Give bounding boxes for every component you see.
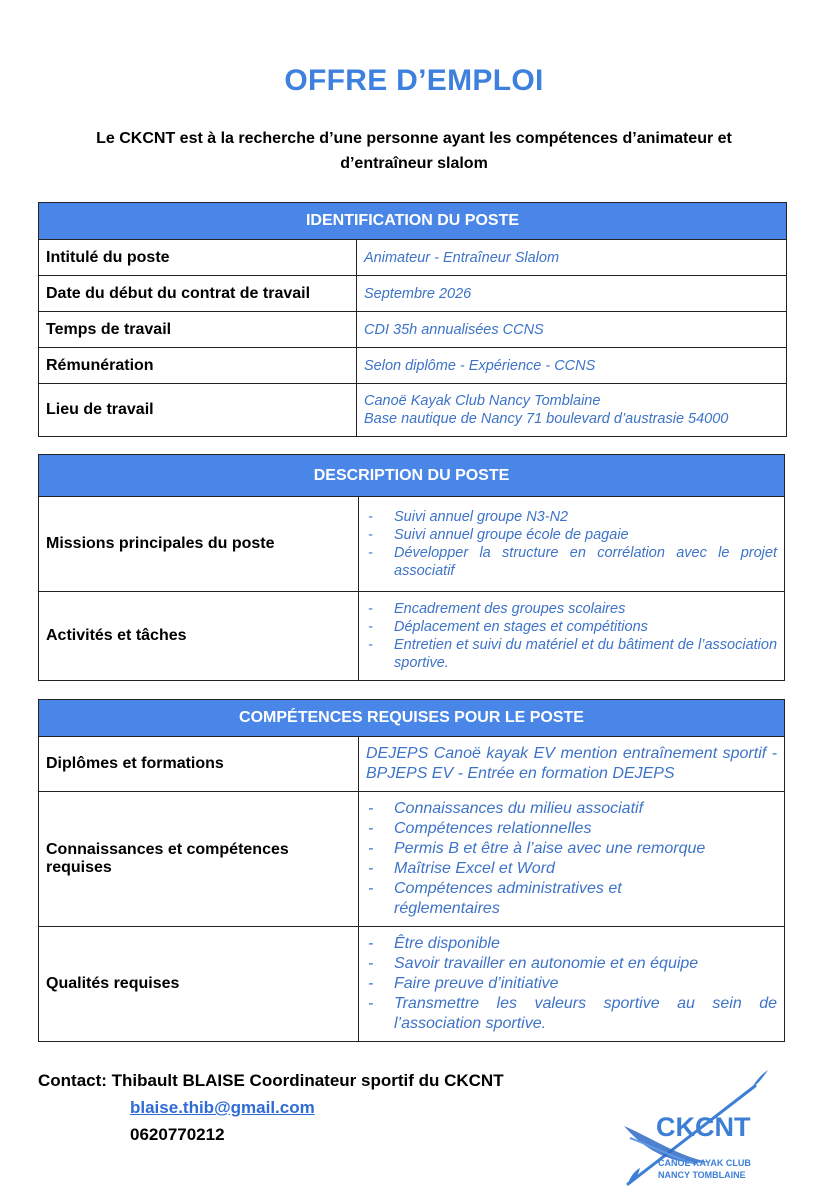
list-item: - Être disponible <box>394 934 777 954</box>
list-item: - Suivi annuel groupe école de pagaie <box>394 526 777 544</box>
missions-list <box>366 508 777 580</box>
intro-text <box>40 126 788 176</box>
row-label: Lieu de travail <box>39 384 357 437</box>
row-value: Selon diplôme - Expérience - CCNS <box>357 348 787 384</box>
description-heading: DESCRIPTION DU POSTE <box>39 455 785 497</box>
row-label: Rémunération <box>39 348 357 384</box>
list-item: - Entretien et suivi du matériel et du bâtiment de l’association sportive. <box>394 636 777 672</box>
list-item: - Permis B et être à l’aise avec une remorque <box>394 839 687 859</box>
list-item: - Connaissances du milieu associatif <box>394 799 687 819</box>
missions-label: Missions principales du poste <box>39 497 359 592</box>
activites-list <box>366 600 777 672</box>
contact-line: Contact: Thibault BLAISE Coordinateur sportif du CKCNT <box>38 1071 504 1090</box>
table-row <box>39 927 785 1042</box>
row-label: Intitulé du poste <box>39 240 357 276</box>
table-row <box>39 276 787 312</box>
row-value: CDI 35h annualisées CCNS <box>357 312 787 348</box>
table-row <box>39 737 785 792</box>
row-value: Septembre 2026 <box>357 276 787 312</box>
row-label: Date du début du contrat de travail <box>39 276 357 312</box>
competences-heading: COMPÉTENCES REQUISES POUR LE POSTE <box>39 700 785 737</box>
intro-line-1: Le CKCNT est à la recherche d’une personne ayant les compétences d’animateur et <box>96 130 732 147</box>
ckcnt-logo <box>618 1066 784 1190</box>
description-table <box>38 454 785 681</box>
competences-table <box>38 699 785 1042</box>
table-row <box>39 240 787 276</box>
list-item: - Compétences relationnelles <box>394 819 687 839</box>
qualites-list <box>366 934 777 1034</box>
identification-heading: IDENTIFICATION DU POSTE <box>39 203 787 240</box>
list-item: - Savoir travailler en autonomie et en équipe <box>394 954 777 974</box>
diplomes-value: DEJEPS Canoë kayak EV mention entraînement sportif - BPJEPS EV - Entrée en formation DEJEPS <box>359 737 785 792</box>
activites-label: Activités et tâches <box>39 592 359 681</box>
table-row <box>39 792 785 927</box>
list-item: - Maîtrise Excel et Word <box>394 859 687 879</box>
logo-sub-1: CANOË KAYAK CLUB <box>658 1158 751 1168</box>
connaissances-label: Connaissances et compétences requises <box>39 792 359 927</box>
diplomes-label: Diplômes et formations <box>39 737 359 792</box>
row-value: Animateur - Entraîneur Slalom <box>357 240 787 276</box>
table-row <box>39 348 787 384</box>
phone-number: 0620770212 <box>130 1125 225 1144</box>
email-link[interactable]: blaise.thib@gmail.com <box>130 1098 315 1117</box>
page-title: OFFRE D’EMPLOI <box>284 64 544 97</box>
list-item: - Compétences administratives et réglementaires <box>394 879 687 919</box>
logo-sub-2: NANCY TOMBLAINE <box>658 1170 746 1180</box>
list-item: - Transmettre les valeurs sportive au sein de l’association sportive. <box>394 994 777 1034</box>
table-row <box>39 312 787 348</box>
list-item: - Encadrement des groupes scolaires <box>394 600 777 618</box>
list-item: - Déplacement en stages et compétitions <box>394 618 777 636</box>
address-line-1: Canoë Kayak Club Nancy Tomblaine <box>364 393 601 409</box>
identification-table <box>38 202 787 437</box>
table-row <box>39 384 787 437</box>
row-value <box>357 384 787 437</box>
list-item: - Faire preuve d’initiative <box>394 974 777 994</box>
qualites-label: Qualités requises <box>39 927 359 1042</box>
table-row <box>39 497 785 592</box>
connaissances-list <box>366 799 777 919</box>
row-label: Temps de travail <box>39 312 357 348</box>
table-row <box>39 592 785 681</box>
address-line-2: Base nautique de Nancy 71 boulevard d’austrasie 54000 <box>364 411 729 427</box>
logo-name: CKCNT <box>656 1112 751 1142</box>
list-item: - Développer la structure en corrélation avec le projet associatif <box>394 544 777 580</box>
list-item: - Suivi annuel groupe N3-N2 <box>394 508 777 526</box>
intro-line-2: d’entraîneur slalom <box>340 155 488 172</box>
